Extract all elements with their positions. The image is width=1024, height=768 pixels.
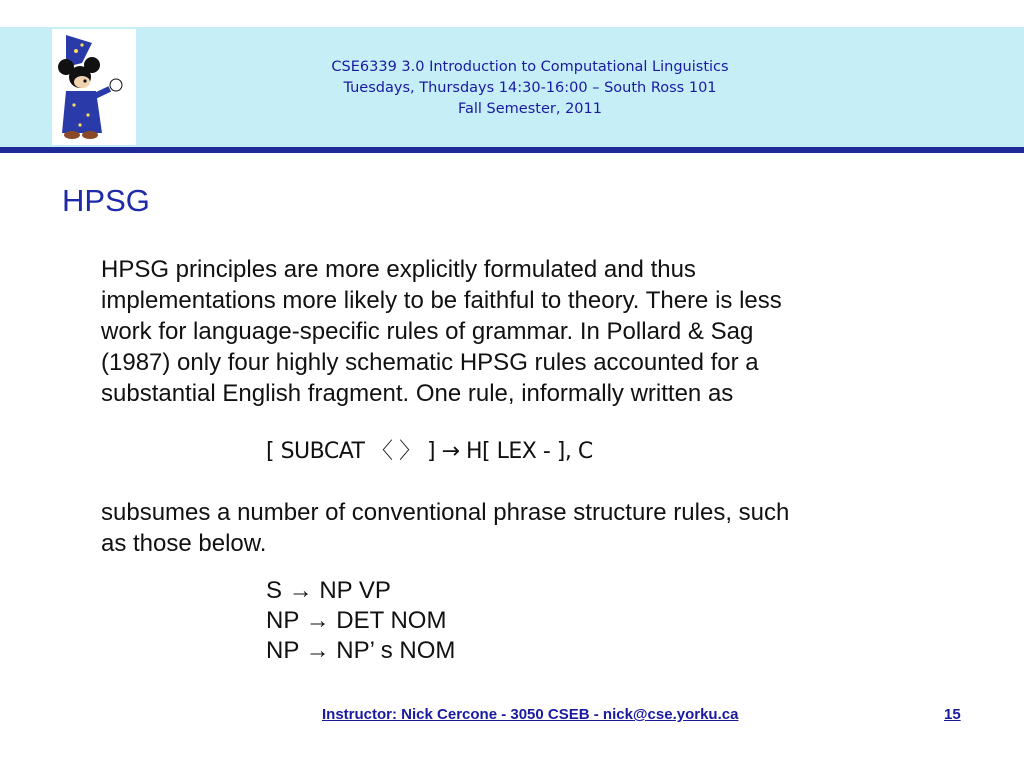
paragraph-line: subsumes a number of conventional phrase structure rules, such [101, 499, 790, 526]
hpsg-rule: [ SUBCAT 〈 〉 ] → H[ LEX - ], C [266, 439, 593, 464]
page-number: 15 [944, 706, 961, 723]
paragraph-line: HPSG principles are more explicitly formulated and thus [101, 256, 696, 283]
paragraph-2 [101, 497, 941, 559]
paragraph-line: implementations more likely to be faithful to theory. There is less [101, 287, 782, 314]
slide-title: HPSG [62, 183, 150, 218]
paragraph-line: as those below. [101, 530, 267, 557]
paragraph-line: work for language-specific rules of grammar. In Pollard & Sag [101, 318, 754, 345]
course-title: CSE6339 3.0 Introduction to Computational Linguistics [331, 59, 729, 75]
course-semester: Fall Semester, 2011 [458, 101, 602, 117]
ps-rule: NP → NP’ s NOM [266, 637, 456, 664]
course-info [190, 57, 870, 120]
paragraph-line: (1987) only four highly schematic HPSG rules accounted for a [101, 349, 759, 376]
wizard-mascot-logo [52, 29, 136, 145]
course-schedule: Tuesdays, Thursdays 14:30-16:00 – South Ross 101 [343, 80, 717, 96]
header-divider [0, 147, 1024, 153]
paragraph-1 [101, 254, 941, 409]
ps-rule: NP → DET NOM [266, 607, 447, 634]
paragraph-line: substantial English fragment. One rule, informally written as [101, 380, 734, 407]
phrase-structure-rules [266, 576, 455, 666]
instructor-footer[interactable]: Instructor: Nick Cercone - 3050 CSEB - nick@cse.yorku.ca [322, 706, 739, 723]
ps-rule: S → NP VP [266, 577, 391, 604]
